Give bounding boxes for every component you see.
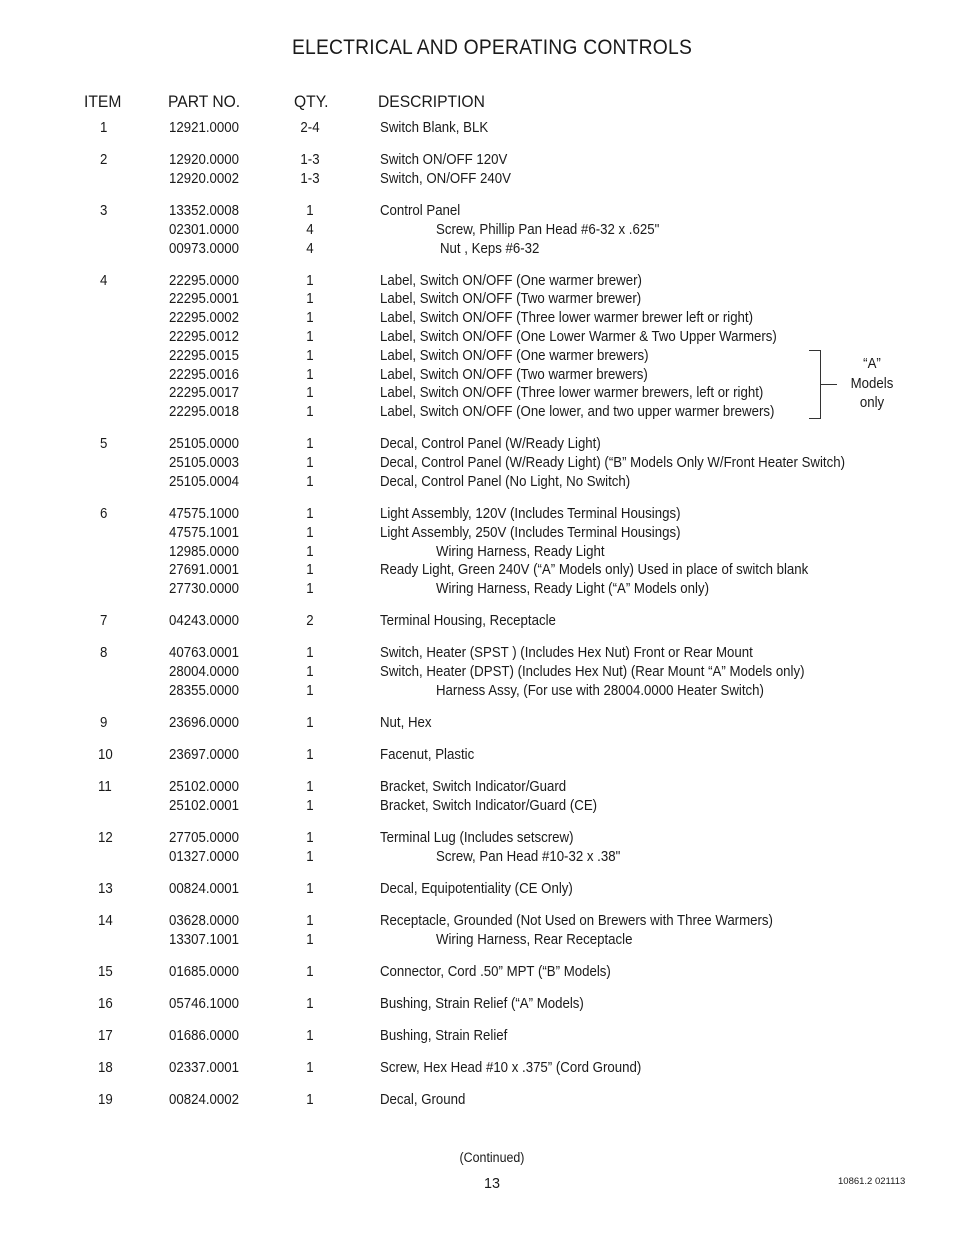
table-row — [0, 912, 954, 931]
item-number: 19 — [98, 1092, 113, 1109]
part-number: 25105.0000 — [169, 436, 239, 453]
quantity: 1 — [306, 964, 314, 981]
description: Screw, Hex Head #10 x .375” (Cord Ground) — [380, 1060, 642, 1077]
table-row — [0, 995, 954, 1014]
table-row — [0, 1059, 954, 1078]
part-number: 23697.0000 — [169, 747, 239, 764]
table-row — [0, 663, 954, 682]
quantity: 1 — [306, 996, 314, 1013]
parts-list — [0, 119, 954, 1124]
description: Bushing, Strain Relief — [380, 1028, 508, 1045]
table-row — [0, 1027, 954, 1046]
table-row — [0, 797, 954, 816]
part-number: 02301.0000 — [169, 221, 239, 238]
header-item: ITEM — [84, 92, 122, 111]
part-number: 05746.1000 — [169, 996, 239, 1013]
description: Switch, Heater (DPST) (Includes Hex Nut) (Rear Mount “A” Models only) — [380, 664, 805, 681]
part-number: 22295.0015 — [169, 347, 239, 364]
part-number: 12920.0000 — [169, 152, 239, 169]
item-group — [0, 778, 954, 816]
table-row — [0, 524, 954, 543]
table-row — [0, 454, 954, 473]
quantity: 1 — [306, 329, 314, 346]
table-row — [0, 328, 954, 347]
quantity: 1 — [306, 272, 314, 289]
description: Bracket, Switch Indicator/Guard — [380, 779, 567, 796]
description: Wiring Harness, Ready Light — [436, 543, 605, 560]
quantity: 1 — [306, 848, 314, 865]
table-row — [0, 644, 954, 663]
description: Switch, ON/OFF 240V — [380, 170, 511, 187]
part-number: 47575.1001 — [169, 524, 239, 541]
quantity: 1 — [306, 385, 314, 402]
part-number: 12920.0002 — [169, 170, 239, 187]
quantity: 1 — [306, 715, 314, 732]
description: Decal, Ground — [380, 1092, 466, 1109]
description: Decal, Control Panel (W/Ready Light) (“B” Models Only W/Front Heater Switch) — [380, 455, 846, 472]
item-group — [0, 1059, 954, 1078]
description: Connector, Cord .50” MPT (“B” Models) — [380, 964, 611, 981]
header-part-no: PART NO. — [168, 92, 241, 111]
item-group — [0, 746, 954, 765]
item-number: 7 — [100, 613, 108, 630]
description: Harness Assy, (For use with 28004.0000 Heater Switch) — [436, 683, 764, 699]
quantity: 1 — [306, 830, 314, 847]
description: Decal, Equipotentiality (CE Only) — [380, 881, 573, 898]
quantity: 1 — [306, 524, 314, 541]
table-row — [0, 612, 954, 631]
item-number: 5 — [100, 436, 108, 453]
part-number: 22295.0017 — [169, 385, 239, 402]
item-number: 2 — [100, 152, 108, 169]
description: Screw, Phillip Pan Head #6-32 x .625" — [436, 221, 660, 238]
part-number: 00824.0001 — [169, 881, 239, 898]
part-number: 25105.0004 — [169, 473, 239, 490]
part-number: 01685.0000 — [169, 964, 239, 981]
item-group — [0, 1027, 954, 1046]
table-row — [0, 290, 954, 309]
part-number: 22295.0001 — [169, 291, 239, 308]
quantity: 1 — [306, 473, 314, 490]
quantity: 1 — [306, 581, 314, 598]
part-number: 00824.0002 — [169, 1092, 239, 1109]
table-row — [0, 746, 954, 765]
table-row — [0, 1091, 954, 1110]
part-number: 12921.0000 — [169, 120, 239, 136]
quantity: 1 — [306, 747, 314, 764]
table-row — [0, 829, 954, 848]
item-number: 17 — [98, 1028, 113, 1045]
description: Light Assembly, 120V (Includes Terminal Housings) — [380, 506, 681, 523]
table-row — [0, 931, 954, 950]
table-row — [0, 151, 954, 170]
item-number: 4 — [100, 272, 108, 289]
table-row — [0, 963, 954, 982]
item-group — [0, 912, 954, 950]
description: Receptacle, Grounded (Not Used on Brewers with Three Warmers) — [380, 913, 773, 930]
item-group — [0, 435, 954, 491]
part-number: 13352.0008 — [169, 202, 239, 219]
quantity: 1 — [306, 1028, 314, 1045]
part-number: 28355.0000 — [169, 683, 239, 699]
quantity: 4 — [306, 221, 314, 238]
part-number: 12985.0000 — [169, 543, 239, 560]
quantity: 1 — [306, 645, 314, 662]
table-row — [0, 240, 954, 259]
part-number: 00973.0000 — [169, 240, 239, 257]
description: Screw, Pan Head #10-32 x .38" — [436, 848, 621, 865]
description: Label, Switch ON/OFF (One warmer brewer) — [380, 272, 642, 289]
part-number: 22295.0000 — [169, 272, 239, 289]
quantity: 1 — [306, 506, 314, 523]
description: Decal, Control Panel (W/Ready Light) — [380, 436, 601, 453]
document-number: 10861.2 021113 — [838, 1176, 906, 1187]
part-number: 25102.0000 — [169, 779, 239, 796]
item-group — [0, 963, 954, 982]
quantity: 1 — [306, 683, 314, 699]
description: Label, Switch ON/OFF (One lower, and two upper warmer brewers) — [380, 404, 775, 421]
part-number: 47575.1000 — [169, 506, 239, 523]
page-title: ELECTRICAL AND OPERATING CONTROLS — [291, 36, 693, 59]
table-row — [0, 309, 954, 328]
part-number: 27730.0000 — [169, 581, 239, 598]
quantity: 1-3 — [300, 152, 320, 169]
item-group — [0, 202, 954, 258]
models-bracket-tick — [821, 384, 837, 385]
quantity: 1 — [306, 291, 314, 308]
part-number: 02337.0001 — [169, 1060, 239, 1077]
description: Label, Switch ON/OFF (One warmer brewers) — [380, 347, 649, 364]
item-number: 13 — [98, 881, 113, 898]
part-number: 22295.0002 — [169, 310, 239, 327]
description: Switch Blank, BLK — [380, 120, 489, 136]
item-number: 15 — [98, 964, 113, 981]
quantity: 1 — [306, 881, 314, 898]
item-number: 16 — [98, 996, 113, 1013]
item-number: 14 — [98, 913, 113, 930]
item-number: 3 — [100, 202, 108, 219]
part-number: 01686.0000 — [169, 1028, 239, 1045]
description: Nut , Keps #6-32 — [440, 240, 540, 257]
description: Terminal Housing, Receptacle — [380, 613, 556, 630]
bracket-note-line: Models — [850, 375, 894, 392]
models-bracket-note — [844, 355, 899, 414]
table-row — [0, 202, 954, 221]
table-row — [0, 561, 954, 580]
continued-note: (Continued) — [459, 1150, 525, 1165]
part-number: 27705.0000 — [169, 830, 239, 847]
table-row — [0, 682, 954, 701]
part-number: 01327.0000 — [169, 848, 239, 865]
table-row — [0, 543, 954, 562]
table-row — [0, 848, 954, 867]
bracket-note-line: only — [859, 395, 885, 411]
part-number: 04243.0000 — [169, 613, 239, 630]
item-number: 12 — [98, 830, 113, 847]
quantity: 2 — [306, 613, 314, 630]
part-number: 23696.0000 — [169, 715, 239, 732]
quantity: 1 — [306, 404, 314, 421]
part-number: 25105.0003 — [169, 455, 239, 472]
description: Facenut, Plastic — [380, 747, 475, 764]
description: Ready Light, Green 240V (“A” Models only) Used in place of switch blank — [380, 562, 809, 579]
description: Label, Switch ON/OFF (Two warmer brewer) — [380, 291, 642, 308]
item-group — [0, 505, 954, 599]
quantity: 1 — [306, 664, 314, 681]
part-number: 13307.1001 — [169, 931, 239, 948]
part-number: 27691.0001 — [169, 562, 239, 579]
quantity: 1 — [306, 310, 314, 327]
part-number: 28004.0000 — [169, 664, 239, 681]
part-number: 03628.0000 — [169, 913, 239, 930]
description: Bracket, Switch Indicator/Guard (CE) — [380, 798, 598, 815]
description: Bushing, Strain Relief (“A” Models) — [380, 996, 584, 1013]
item-group — [0, 880, 954, 899]
quantity: 1 — [306, 436, 314, 453]
quantity: 4 — [306, 240, 314, 257]
description: Control Panel — [380, 202, 461, 219]
quantity: 1 — [306, 913, 314, 930]
table-row — [0, 170, 954, 189]
description: Light Assembly, 250V (Includes Terminal Housings) — [380, 524, 681, 541]
item-group — [0, 995, 954, 1014]
table-row — [0, 580, 954, 599]
header-qty: QTY. — [294, 92, 329, 111]
part-number: 22295.0018 — [169, 404, 239, 421]
description: Label, Switch ON/OFF (Three lower warmer brewers, left or right) — [380, 385, 764, 402]
bracket-note-line: “A” — [863, 356, 881, 372]
quantity: 1 — [306, 543, 314, 560]
quantity: 1 — [306, 931, 314, 948]
table-row — [0, 272, 954, 291]
item-number: 1 — [100, 120, 108, 136]
quantity: 1 — [306, 366, 314, 383]
quantity: 1 — [306, 798, 314, 815]
item-group — [0, 714, 954, 733]
description: Switch ON/OFF 120V — [380, 152, 508, 169]
item-group — [0, 151, 954, 189]
description: Wiring Harness, Ready Light (“A” Models only) — [436, 581, 709, 598]
part-number: 22295.0016 — [169, 366, 239, 383]
page-number: 13 — [483, 1176, 500, 1192]
description: Label, Switch ON/OFF (Three lower warmer brewer left or right) — [380, 310, 754, 327]
table-row — [0, 473, 954, 492]
table-row — [0, 119, 954, 138]
header-description: DESCRIPTION — [378, 92, 485, 111]
item-number: 6 — [100, 506, 108, 523]
table-row — [0, 221, 954, 240]
quantity: 1 — [306, 562, 314, 579]
quantity: 1 — [306, 202, 314, 219]
quantity: 1 — [306, 347, 314, 364]
description: Label, Switch ON/OFF (Two warmer brewers) — [380, 366, 648, 383]
item-group — [0, 119, 954, 138]
item-group — [0, 1091, 954, 1110]
part-number: 25102.0001 — [169, 798, 239, 815]
quantity: 1-3 — [300, 170, 320, 187]
item-number: 11 — [98, 779, 112, 796]
item-group — [0, 829, 954, 867]
part-number: 22295.0012 — [169, 329, 239, 346]
description: Decal, Control Panel (No Light, No Switch) — [380, 473, 631, 490]
quantity: 1 — [306, 1092, 314, 1109]
description: Wiring Harness, Rear Receptacle — [436, 931, 633, 948]
item-number: 8 — [100, 645, 108, 662]
quantity: 1 — [306, 455, 314, 472]
quantity: 2-4 — [300, 120, 320, 136]
description: Terminal Lug (Includes setscrew) — [380, 830, 574, 847]
table-row — [0, 778, 954, 797]
item-group — [0, 644, 954, 700]
description: Nut, Hex — [380, 715, 432, 732]
quantity: 1 — [306, 1060, 314, 1077]
table-row — [0, 435, 954, 454]
item-number: 9 — [100, 715, 108, 732]
table-row — [0, 880, 954, 899]
part-number: 40763.0001 — [169, 645, 239, 662]
table-row — [0, 505, 954, 524]
item-number: 18 — [98, 1060, 113, 1077]
models-bracket — [809, 350, 821, 419]
item-group — [0, 612, 954, 631]
item-number: 10 — [98, 747, 113, 764]
quantity: 1 — [306, 779, 314, 796]
table-row — [0, 714, 954, 733]
description: Switch, Heater (SPST ) (Includes Hex Nut) Front or Rear Mount — [380, 645, 753, 662]
description: Label, Switch ON/OFF (One Lower Warmer & Two Upper Warmers) — [380, 329, 777, 346]
